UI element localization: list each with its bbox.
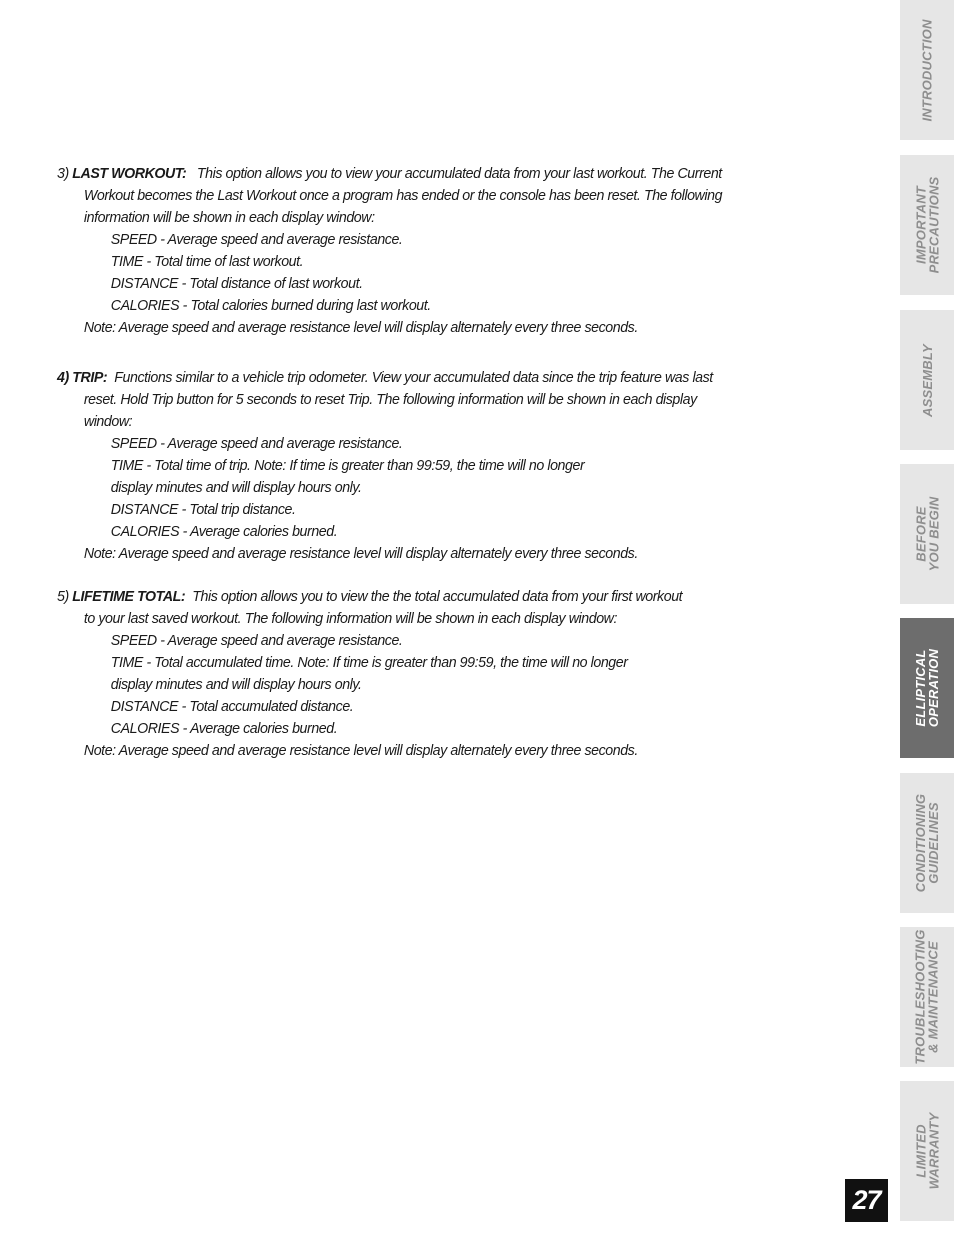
- section-text-line: window:: [83, 414, 133, 430]
- tab-limited-warranty[interactable]: [900, 1081, 954, 1221]
- section-note: Note: Average speed and average resistance level will display alternately every three seconds.: [83, 320, 638, 336]
- tab-assembly[interactable]: [900, 310, 954, 450]
- section-text-line: Workout becomes the Last Workout once a program has ended or the console has been reset. The following: [83, 188, 723, 204]
- section-first-line: [57, 163, 796, 185]
- section-heading: LAST WORKOUT:: [72, 166, 187, 182]
- display-item-time: TIME - Total time of last workout.: [110, 254, 304, 270]
- section-text-line: This option allows you to view your accumulated data from your last workout. The Current: [196, 166, 722, 182]
- tab-troubleshooting-maintenance[interactable]: [900, 927, 954, 1067]
- tab-label: [914, 649, 940, 727]
- section-text-line: Functions similar to a vehicle trip odometer. View your accumulated data since the trip feature was last: [114, 370, 713, 386]
- section-first-line: [57, 586, 796, 608]
- tab-label-line: CONDITIONING: [913, 793, 929, 893]
- display-item-calories: CALORIES - Average calories burned.: [110, 721, 338, 737]
- chapter-tabs: [900, 0, 954, 1235]
- tab-label-line: PRECAUTIONS: [926, 176, 942, 274]
- tab-label-line: LIMITED: [913, 1124, 928, 1178]
- section-text-line: to your last saved workout. The following information will be shown in each display window:: [83, 611, 618, 627]
- tab-introduction[interactable]: [900, 0, 954, 140]
- tab-label-line: WARRANTY: [926, 1112, 941, 1190]
- tab-label-line: INTRODUCTION: [919, 18, 935, 122]
- tab-label-line: GUIDELINES: [926, 802, 942, 884]
- tab-before-you-begin[interactable]: [900, 464, 954, 604]
- section-last-workout: [57, 163, 796, 339]
- section-trip: [57, 367, 796, 565]
- section-number: 3): [57, 166, 69, 182]
- display-item-speed: SPEED - Average speed and average resistance.: [110, 633, 403, 649]
- section-heading: TRIP:: [72, 370, 108, 386]
- tab-label: [914, 1113, 940, 1190]
- display-item-speed: SPEED - Average speed and average resistance.: [110, 232, 403, 248]
- section-text-line: reset. Hold Trip button for 5 seconds to reset Trip. The following information will be shown in each display: [83, 392, 697, 408]
- tab-label-line: & MAINTENANCE: [926, 941, 942, 1053]
- display-item-distance: DISTANCE - Total accumulated distance.: [110, 699, 354, 715]
- tab-label-line: OPERATION: [926, 648, 941, 728]
- display-item-time-continued: display minutes and will display hours only.: [110, 677, 362, 693]
- tab-elliptical-operation[interactable]: [900, 618, 954, 758]
- display-item-distance: DISTANCE - Total distance of last workout.: [110, 276, 363, 292]
- tab-label-line: ELLIPTICAL: [913, 649, 928, 727]
- manual-content: [57, 163, 796, 762]
- display-item-speed: SPEED - Average speed and average resistance.: [110, 436, 403, 452]
- display-item-time-continued: display minutes and will display hours only.: [110, 480, 362, 496]
- page-number: 27: [845, 1179, 888, 1222]
- tab-label-line: IMPORTANT: [913, 186, 929, 264]
- tab-label: [914, 177, 940, 274]
- tab-label-line: BEFORE: [913, 506, 929, 562]
- tab-label: [914, 794, 940, 892]
- tab-label: [921, 344, 934, 417]
- display-item-calories: CALORIES - Total calories burned during last workout.: [110, 298, 431, 314]
- tab-label: [914, 497, 940, 572]
- section-text-line: information will be shown in each display window:: [83, 210, 375, 226]
- display-item-time: TIME - Total time of trip. Note: If time is greater than 99:59, the time will no longer: [110, 458, 585, 474]
- tab-important-precautions[interactable]: [900, 155, 954, 295]
- section-number: 4): [57, 370, 69, 386]
- section-note: Note: Average speed and average resistance level will display alternately every three seconds.: [83, 743, 638, 759]
- tab-label-line: ASSEMBLY: [919, 343, 935, 417]
- display-item-distance: DISTANCE - Total trip distance.: [110, 502, 296, 518]
- section-number: 5): [57, 589, 69, 605]
- section-first-line: [57, 367, 796, 389]
- section-text-line: This option allows you to view the the total accumulated data from your first workout: [192, 589, 683, 605]
- display-item-time: TIME - Total accumulated time. Note: If time is greater than 99:59, the time will no longer: [110, 655, 628, 671]
- display-item-calories: CALORIES - Average calories burned.: [110, 524, 338, 540]
- tab-conditioning-guidelines[interactable]: [900, 773, 954, 913]
- tab-label: [921, 19, 934, 121]
- section-heading: LIFETIME TOTAL:: [72, 589, 186, 605]
- section-note: Note: Average speed and average resistance level will display alternately every three seconds.: [83, 546, 638, 562]
- tab-label: [914, 929, 940, 1064]
- section-lifetime-total: [57, 586, 796, 762]
- tab-label-line: YOU BEGIN: [926, 496, 942, 572]
- tab-label-line: TROUBLESHOOTING: [913, 929, 929, 1065]
